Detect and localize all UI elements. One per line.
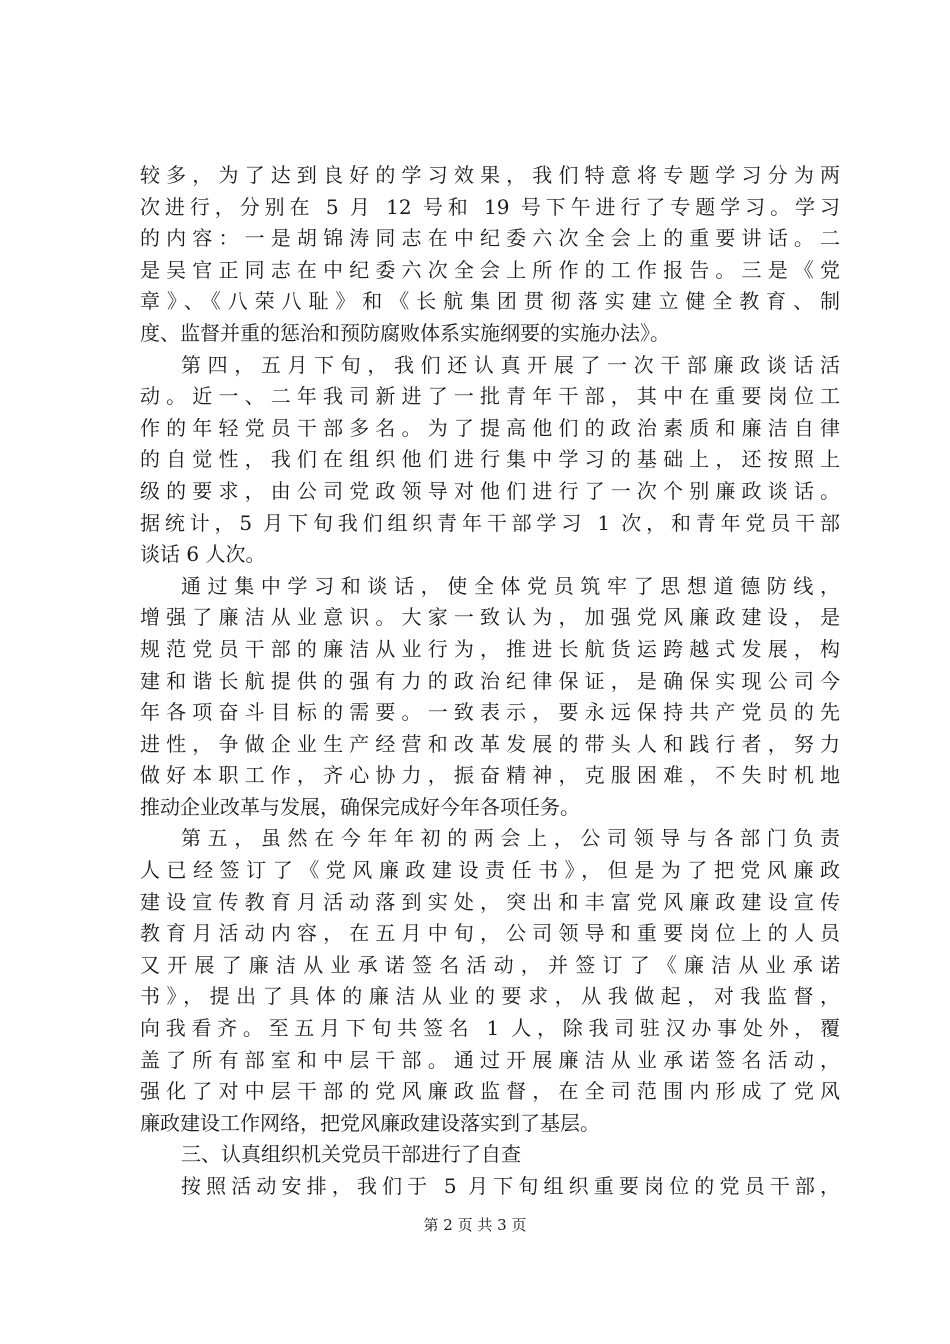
text-line: 的内容：一是胡锦涛同志在中纪委六次全会上的重要讲话。二	[140, 226, 840, 251]
text-line: 增强了廉洁从业意识。大家一致认为，加强党风廉政建设，是	[140, 605, 840, 630]
text-line: 动。近一、二年我司新进了一批青年干部，其中在重要岗位工	[140, 384, 840, 409]
page-number-footer: 第 2 页 共 3 页	[423, 1216, 527, 1234]
text-line: 建和谐长航提供的强有力的政治纪律保证，是确保实现公司今	[140, 668, 840, 693]
text-line: 是吴官正同志在中纪委六次全会上所作的工作报告。三是《党	[140, 257, 840, 282]
paragraph-start: 通过集中学习和谈话，使全体党员筑牢了思想道德防线，	[181, 573, 840, 598]
section-heading: 三、认真组织机关党员干部进行了自查	[181, 1142, 521, 1167]
text-line: 建设宣传教育月活动落到实处，突出和丰富党风廉政建设宣传	[140, 889, 840, 914]
text-line: 年各项奋斗目标的需要。一致表示，要永远保持共产党员的先	[140, 700, 840, 725]
text-line: 章》、《八荣八耻》和《长航集团贯彻落实建立健全教育、制	[140, 289, 840, 314]
text-line: 进性，争做企业生产经营和改革发展的带头人和践行者，努力	[140, 731, 840, 756]
text-line: 盖了所有部室和中层干部。通过开展廉洁从业承诺签名活动，	[140, 1047, 840, 1072]
text-line: 廉政建设工作网络，把党风廉政建设落实到了基层。	[140, 1110, 600, 1135]
text-line: 的自觉性，我们在组织他们进行集中学习的基础上，还按照上	[140, 447, 840, 472]
text-line: 教育月活动内容，在五月中旬，公司领导和重要岗位上的人员	[140, 921, 840, 946]
text-line: 度、监督并重的惩治和预防腐败体系实施纲要的实施办法》。	[140, 320, 670, 345]
text-line: 级的要求，由公司党政领导对他们进行了一次个别廉政谈话。	[140, 478, 840, 503]
paragraph-start: 第四，五月下旬，我们还认真开展了一次干部廉政谈话活	[181, 352, 840, 377]
text-line: 向我看齐。至五月下旬共签名 1 人，除我司驻汉办事处外，覆	[140, 1016, 840, 1041]
text-line: 又开展了廉洁从业承诺签名活动，并签订了《廉洁从业承诺	[140, 952, 840, 977]
text-line: 人已经签订了《党风廉政建设责任书》，但是为了把党风廉政	[140, 858, 840, 883]
text-line: 强化了对中层干部的党风廉政监督，在全司范围内形成了党风	[140, 1079, 840, 1104]
text-line: 作的年轻党员干部多名。为了提高他们的政治素质和廉洁自律	[140, 415, 840, 440]
text-line: 规范党员干部的廉洁从业行为，推进长航货运跨越式发展，构	[140, 636, 840, 661]
text-line: 书》，提出了具体的廉洁从业的要求，从我做起，对我监督，	[140, 984, 840, 1009]
document-body	[140, 160, 840, 1203]
text-line: 推动企业改革与发展，确保完成好今年各项任务。	[140, 794, 580, 819]
text-line: 次进行，分别在 5 月 12 号和 19 号下午进行了专题学习。学习	[140, 194, 840, 219]
text-line: 据统计，5 月下旬我们组织青年干部学习 1 次，和青年党员干部	[140, 510, 840, 535]
paragraph-start: 第五，虽然在今年年初的两会上，公司领导与各部门负责	[181, 826, 840, 851]
paragraph-start: 按照活动安排，我们于 5 月下旬组织重要岗位的党员干部，	[181, 1174, 840, 1198]
text-line: 谈话 6 人次。	[140, 542, 266, 567]
text-line: 做好本职工作，齐心协力，振奋精神，克服困难，不失时机地	[140, 763, 840, 788]
text-line: 较多，为了达到良好的学习效果，我们特意将专题学习分为两	[140, 163, 840, 187]
